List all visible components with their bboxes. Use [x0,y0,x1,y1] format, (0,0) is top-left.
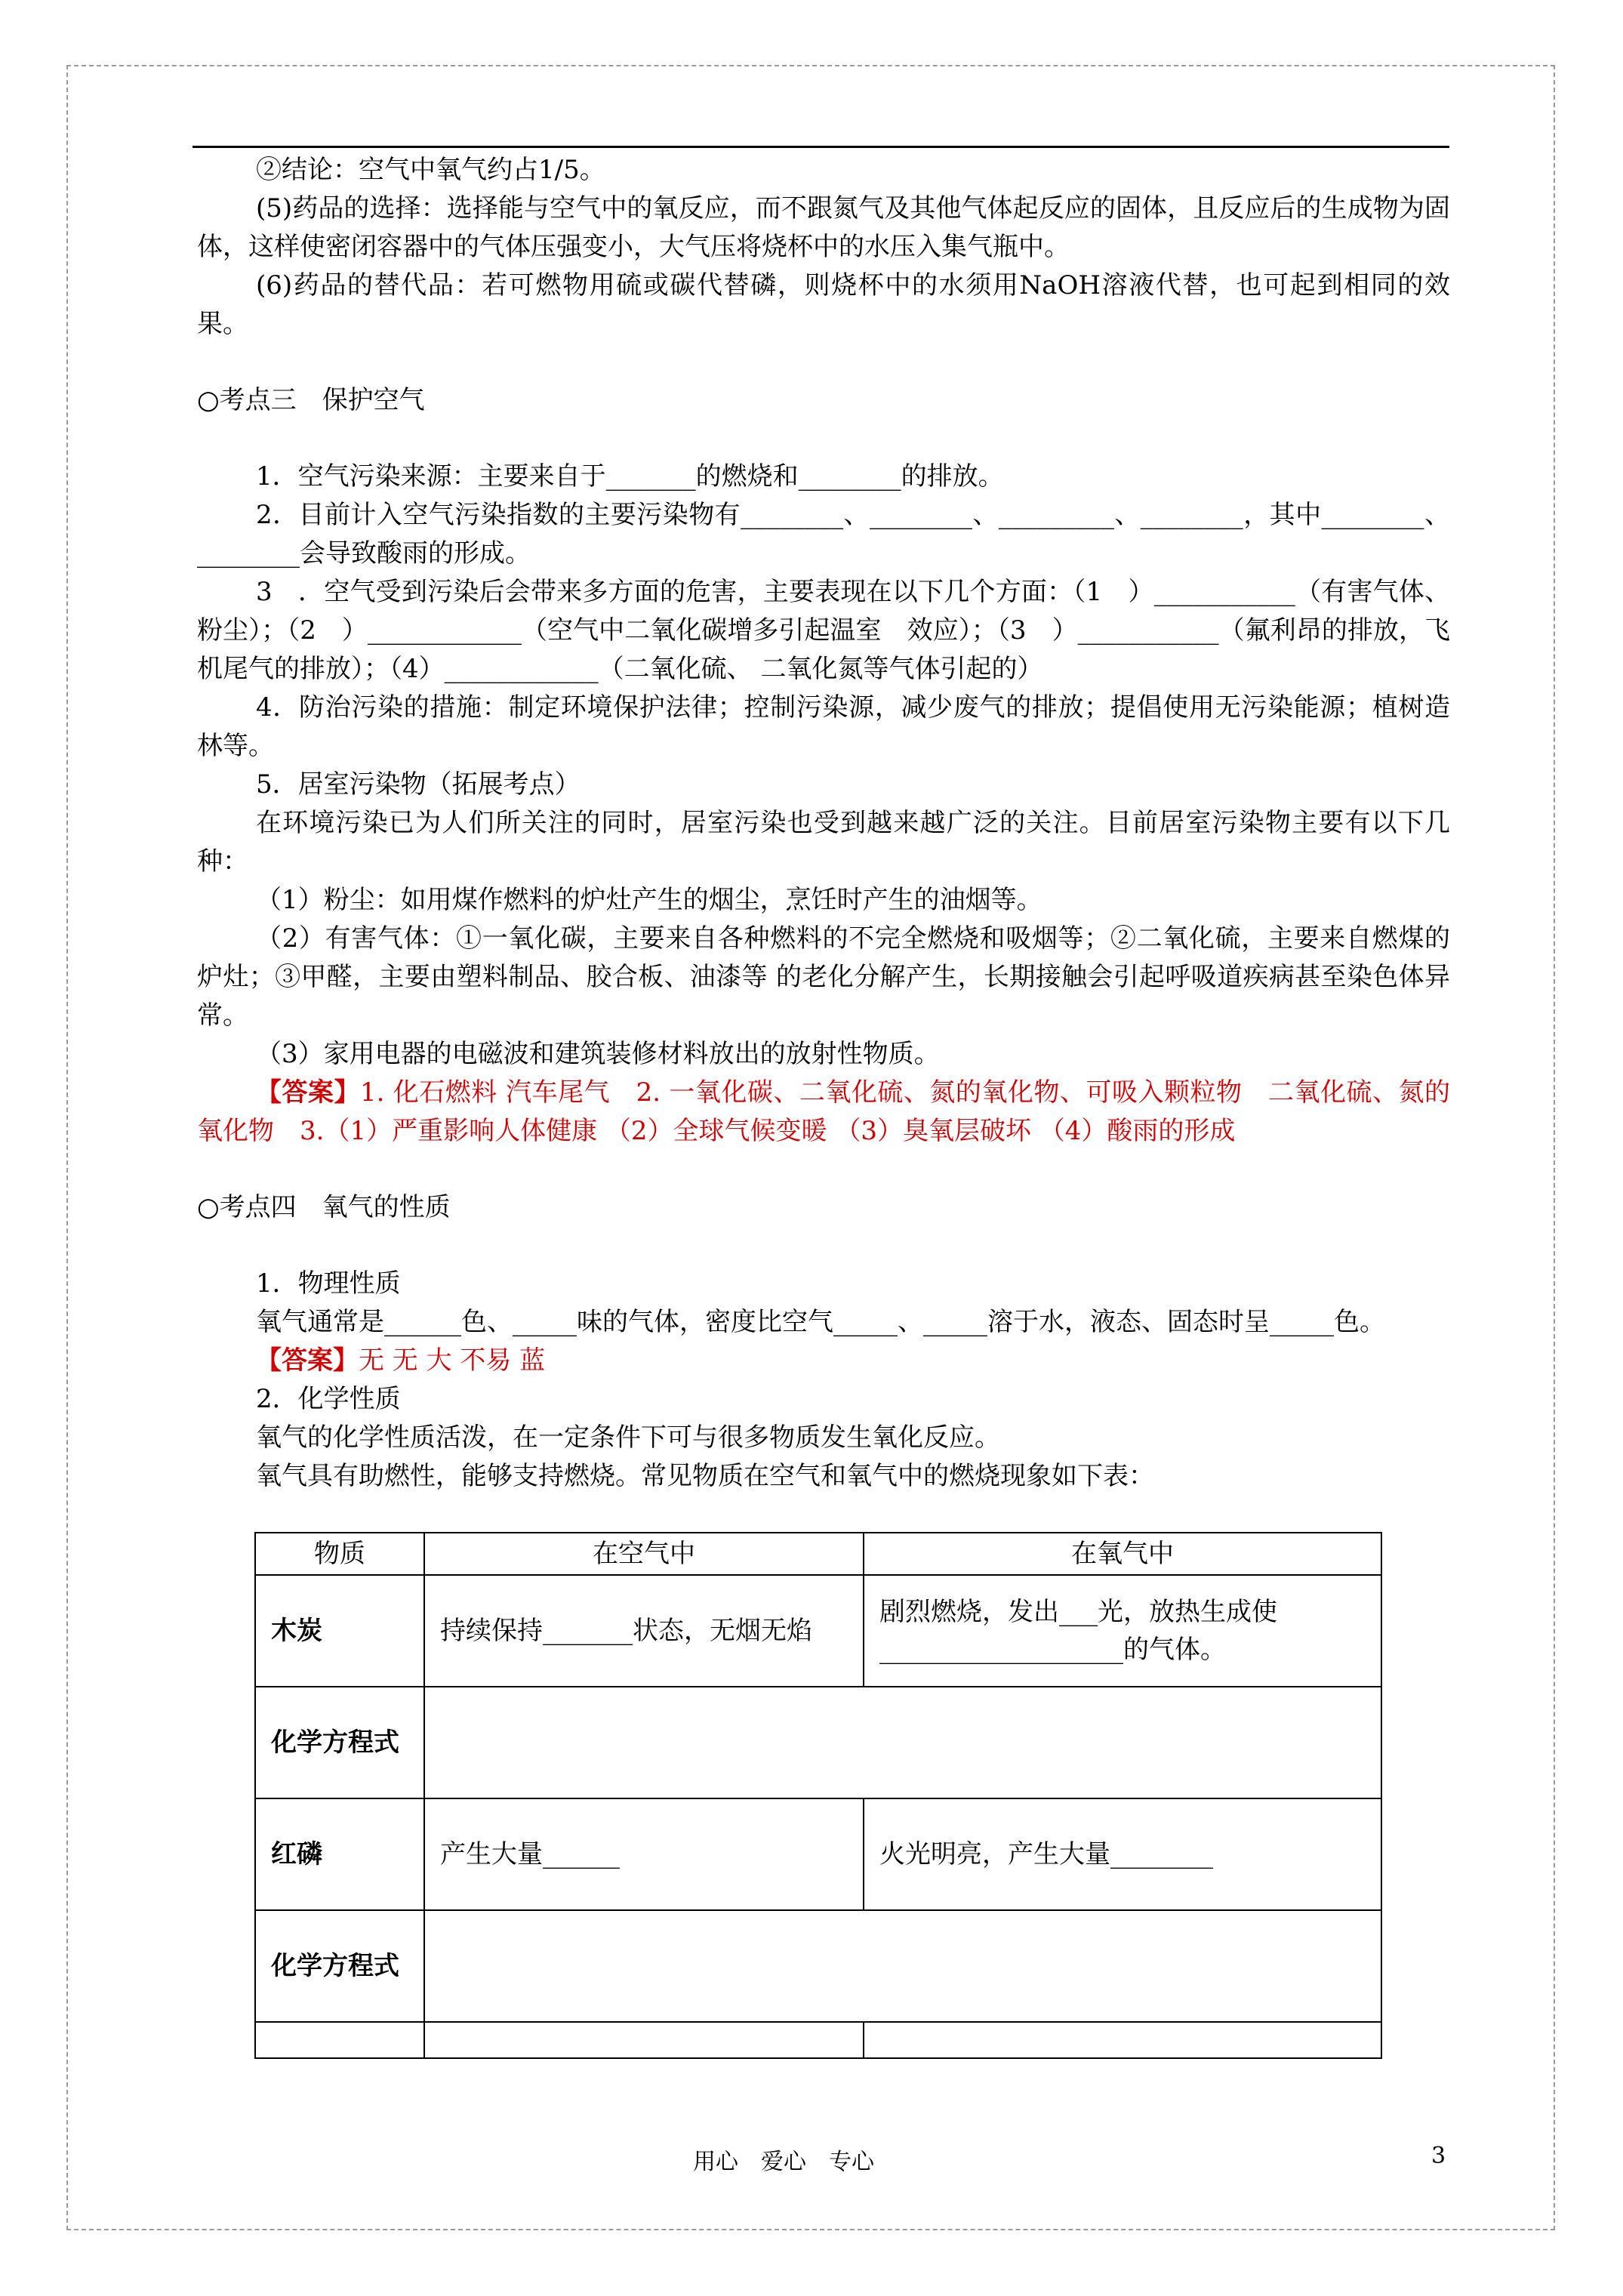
section3-title: ○考点三 保护空气 [197,385,425,415]
footer-motto: 用心 爱心 专心 [693,2149,874,2175]
equation-cell [424,1687,1381,1798]
document-body [197,151,1450,2059]
s3-item-9: （3）家用电器的电磁波和建筑装修材料放出的放射性物质。 [256,1039,940,1069]
row-air-cell: 持续保持_______状态，无烟无焰 [424,1575,864,1687]
s4-answer-label: 【答案】 [256,1345,359,1376]
row-oxygen-cell: 剧烈燃烧，发出___光，放热生成使___________________的气体。 [864,1575,1381,1687]
row-label: 木炭 [255,1575,424,1687]
s3-item-1: 1．空气污染来源：主要来自于_______的燃烧和________的排放。 [256,461,1004,492]
row-label: 红磷 [255,1798,424,1910]
s3-answer-text: 1. 化石燃料 汽车尾气 2. 一氧化碳、二氧化硫、氮的氧化物、可吸入颗粒物 二氧化硫、氮的氧化物 3.（1）严重影响人体健康 （2）全球气候变暖 （3）臭氧层破坏 （4）酸雨的形成 [197,1077,1451,1146]
s4-physical-heading: 1．物理性质 [256,1268,401,1299]
s3-item-5: 5．居室污染物（拓展考点） [256,769,581,800]
table-row [255,1910,1381,2022]
table-row [255,1798,1381,1910]
equation-cell [424,1910,1381,2022]
page-number: 3 [1431,2143,1446,2169]
s4-answer-text: 无 无 大 不易 蓝 [359,1345,546,1376]
row-air-cell: 产生大量______ [424,1798,864,1910]
table-row [255,1687,1381,1798]
table-row [255,1575,1381,1687]
row-label: 化学方程式 [255,1687,424,1798]
row-label: 化学方程式 [255,1910,424,2022]
reagent-substitute-paragraph: (6)药品的替代品：若可燃物用硫或碳代替磷，则烧杯中的水须用NaOH溶液代替，也可起到相同的效果。 [197,270,1450,339]
row-label [255,2022,424,2058]
s4-answer [197,1342,1450,1380]
section4-title: ○考点四 氧气的性质 [197,1192,451,1222]
s4-physical-text: 氧气通常是______色、_____味的气体，密度比空气_____、_____溶于水，液态、固态时呈_____色。 [256,1307,1385,1337]
table-header-in-air: 在空气中 [424,1533,864,1575]
s3-item-7: （1）粉尘：如用煤作燃料的炉灶产生的烟尘，烹饪时产生的油烟等。 [256,885,1042,915]
combustion-table [254,1532,1382,2059]
s3-item-2: 2．目前计入空气污染指数的主要污染物有________、________、_________、________，其中________、________会导致酸雨的形成。 [197,500,1450,569]
s3-item-3: 3 ．空气受到污染后会带来多方面的危害，主要表现在以下几个方面：（1 ）___________（有害气体、粉尘）；（2 ）____________（空气中二氧化碳增多引起温室 效应）；（3 ）___________（氟利昂的排放，飞机尾气的排放）；（4）____________（二氧化硫、 二氧化氮等气体引起的） [197,577,1450,684]
conclusion-line: ②结论：空气中氧气约占1/5。 [256,155,605,185]
table-header-in-oxygen: 在氧气中 [864,1533,1381,1575]
s3-item-8: （2）有害气体：①一氧化碳，主要来自各种燃料的不完全燃烧和吸烟等；②二氧化硫，主要来自燃煤的炉灶；③甲醛，主要由塑料制品、胶合板、油漆等 的老化分解产生，长期接触会引起呼吸道疾病甚至染色体异常。 [197,923,1450,1031]
table-header-substance: 物质 [255,1533,424,1575]
s3-item-6: 在环境污染已为人们所关注的同时，居室污染也受到越来越广泛的关注。目前居室污染物主要有以下几种： [197,808,1450,877]
reagent-choice-paragraph: (5)药品的选择：选择能与空气中的氧反应，而不跟氮气及其他气体起反应的固体，且反应后的生成物为固体，这样使密闭容器中的气体压强变小，大气压将烧杯中的水压入集气瓶中。 [197,193,1450,262]
s4-chemical-line2: 氧气具有助燃性，能够支持燃烧。常见物质在空气和氧气中的燃烧现象如下表： [256,1461,1154,1491]
table-row [255,2022,1381,2058]
row-oxygen-cell: 火光明亮，产生大量________ [864,1798,1381,1910]
table-header-row [255,1533,1381,1575]
s3-answer [197,1074,1450,1151]
s3-item-4: 4．防治污染的措施：制定环境保护法律；控制污染源，减少废气的排放；提倡使用无污染能源；植树造林等。 [197,692,1450,761]
header-rule [192,146,1449,148]
row-oxygen-cell [864,2022,1381,2058]
s3-answer-label: 【答案】 [256,1077,361,1108]
row-air-cell [424,2022,864,2058]
s4-chemical-line1: 氧气的化学性质活泼，在一定条件下可与很多物质发生氧化反应。 [256,1422,1000,1453]
s4-chemical-heading: 2．化学性质 [256,1384,401,1414]
